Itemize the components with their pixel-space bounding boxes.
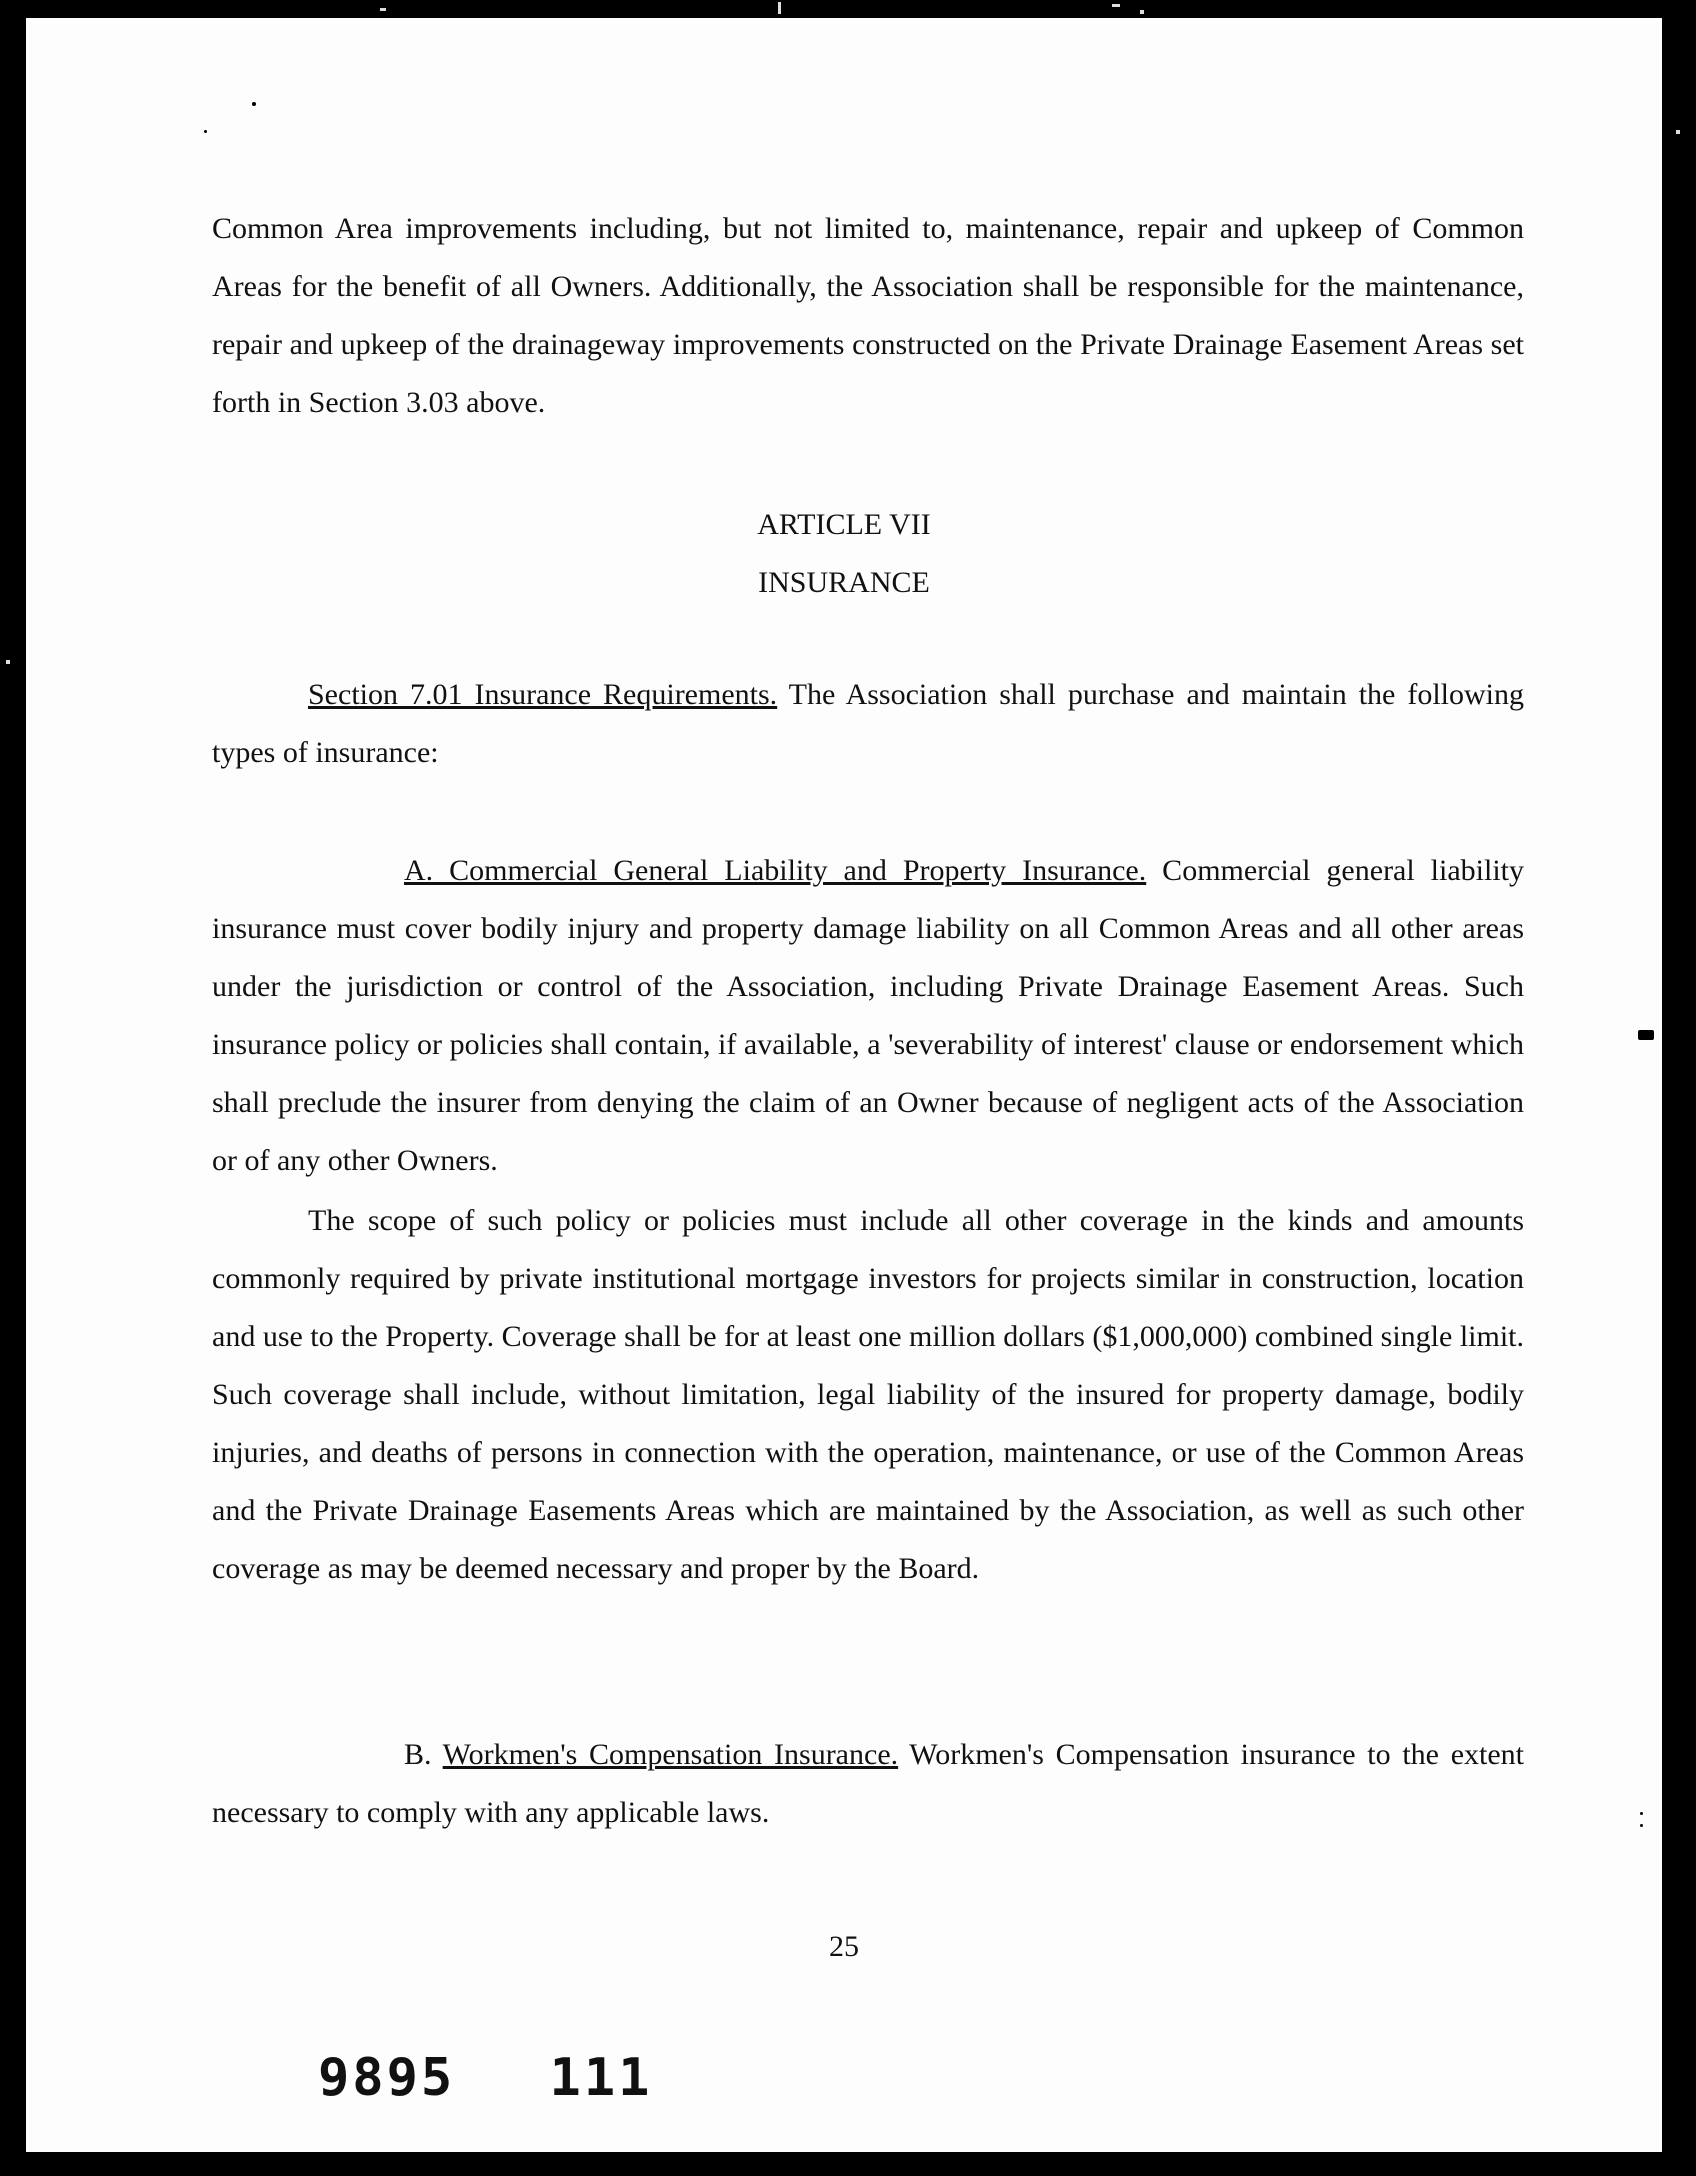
scan-speck <box>380 8 386 11</box>
item-b-text: Workmen's Compensation insurance to the extent necessary to comply with any applicable laws. <box>212 1738 1524 1829</box>
page-number: 25 <box>829 1930 859 1963</box>
article-number: ARTICLE VII <box>757 508 931 541</box>
scan-speck <box>1638 1030 1654 1040</box>
item-a-text: Commercial general liability insurance must cover bodily injury and property damage liability on all Common Areas and all other areas under the jurisdiction or control of the Association, including Private Drainage Easement Areas. Such insurance policy or policies shall contain, if available, a 'severability of interest' clause or endorsement which shall preclude the insurer from denying the claim of an Owner because of negligent acts of the Association or of any other Owners. <box>212 854 1524 1177</box>
scan-speck <box>1640 1812 1643 1815</box>
scan-speck <box>6 660 10 664</box>
section-heading: Section 7.01 Insurance Requirements. <box>308 678 778 711</box>
scan-speck <box>1112 4 1120 7</box>
section-7-01-paragraph <box>212 666 1524 782</box>
item-b-prefix: B. <box>404 1738 443 1771</box>
scan-speck <box>778 2 781 14</box>
article-title: INSURANCE <box>758 566 930 599</box>
item-a-paragraph <box>212 842 1524 1190</box>
intro-paragraph: Common Area improvements including, but not limited to, maintenance, repair and upkeep of Common Areas for the benefit of all Owners. Additionally, the Association shall be responsible for the maintenance, repair and upkeep of the drainageway improvements constructed on the Private Drainage Easement Areas set forth in Section 3.03 above. <box>212 212 1524 419</box>
scan-speck <box>1640 1824 1643 1827</box>
scan-speck <box>252 102 256 106</box>
item-b-heading: Workmen's Compensation Insurance. <box>442 1738 899 1771</box>
section-text: The Association shall purchase and maintain the following types of insurance: <box>212 678 1524 769</box>
document-stamp-number: 9895 111 <box>318 2048 653 2108</box>
item-b-paragraph <box>212 1726 1524 1842</box>
document-page <box>26 18 1662 2152</box>
item-a-heading: A. Commercial General Liability and Property Insurance. <box>404 854 1147 887</box>
scan-speck <box>1676 130 1680 134</box>
scope-paragraph: The scope of such policy or policies must include all other coverage in the kinds and amounts commonly required by private institutional mortgage investors for projects similar in construction, location and use to the Property. Coverage shall be for at least one million dollars ($1,000,000) combined single limit. Such coverage shall include, without limitation, legal liability of the insured for property damage, bodily injuries, and deaths of persons in connection with the operation, maintenance, or use of the Common Areas and the Private Drainage Easements Areas which are maintained by the Association, as well as such other coverage as may be deemed necessary and proper by the Board. <box>212 1204 1524 1585</box>
scan-speck <box>204 130 207 133</box>
scan-speck <box>1140 10 1144 14</box>
